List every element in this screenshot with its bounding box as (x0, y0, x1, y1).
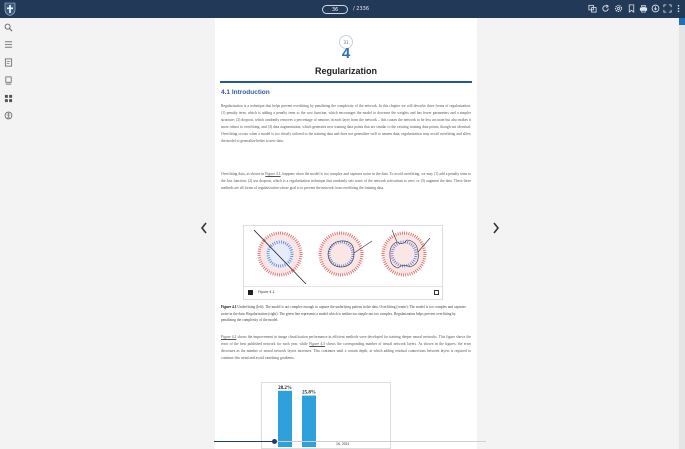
left-sidebar (0, 18, 18, 449)
bar-label-1: 28.2% (278, 385, 292, 391)
figure-4-2-link[interactable]: Figure 4.2 (221, 335, 237, 339)
paragraph-layers-text-2: shows the corresponding number of neural network layers. As shown in the figures, the error decreases as the number of neural network layers increases. This continues until a certain depth, at which adding residual connections between layers is required to continue this trend and avoid vanishing gradients. (221, 342, 471, 360)
figure-4-2-chart[interactable] (261, 382, 391, 449)
paragraph-layers-text: shows the improvement in image classification performance in efficient methods were developed for training deeper neural networks. This figure shows the error of the best published network for each year, while (221, 335, 471, 346)
reading-progress-fill (214, 441, 275, 442)
app-logo-icon[interactable] (4, 2, 16, 16)
chapter-title: Regularization (314, 66, 377, 76)
figure-4-1[interactable] (243, 225, 443, 300)
settings-icon[interactable] (614, 4, 623, 13)
refresh-icon[interactable] (601, 4, 610, 13)
caption-label: Figure 4.1 (221, 305, 237, 309)
search-icon[interactable] (4, 23, 13, 32)
download-icon[interactable] (651, 4, 660, 13)
fullscreen-icon[interactable] (663, 4, 672, 13)
right-edge-scrollbar[interactable] (679, 18, 685, 449)
paragraph-overfitting (221, 171, 471, 192)
paragraph-layers (221, 334, 471, 362)
figure-toolbar (244, 286, 442, 299)
figure-4-1-image (244, 226, 442, 288)
overfitting-panel (320, 233, 372, 275)
next-page-arrow-icon[interactable] (492, 222, 500, 234)
chart-annotation: 16, 2011 (336, 442, 350, 446)
reading-progress-handle[interactable] (272, 439, 277, 444)
page-number-input[interactable]: 36 (322, 5, 348, 14)
regularization-panel (383, 230, 430, 275)
paragraph-intro: Regularization is a technique that helps prevent overfitting by penalizing the complexity of the network. In this chapter we will describe three forms of regularization: (1) penalty term, which is adding a penalty term to the cost function, which encourages the model to decrease the weights and has fewer parameters and a simpler structure; (2) dropout, which randomly removes a percentage of neurons in each layer from the network – this causes the network to be less accurate but also makes it more robust to overfitting; and (3) data augmentation, which generates new training data points that are similar to the existing training data points, though not identical. Overfitting occurs when a model is too closely tailored to the training data and does not generalize well to unseen data; regularization may avoid overfitting and allow the model to generalize better to new data. (221, 104, 471, 143)
underfitting-panel (254, 230, 306, 284)
expand-figure-icon[interactable] (434, 290, 439, 295)
image-icon (248, 290, 253, 295)
caption-text: Underfitting (left): The model is not complex enough to capture the underlying pattern in the data. Overfitting (center): The model is too complex and captures noise in the data. Regularization (right): The green line represents a model which is neither too simple nor too complex. Regularization helps prevent overfitting by penalizing the complexity of the model. (221, 305, 466, 322)
paragraph-overfitting-text: Overfitting data, as shown in (221, 172, 266, 176)
notes-icon[interactable] (4, 58, 13, 67)
contents-icon[interactable] (4, 40, 13, 49)
chapter-divider (220, 81, 472, 83)
figure-4-3-link[interactable]: Figure 4.3 (309, 342, 325, 346)
more-icon[interactable] (674, 4, 683, 13)
grid-icon[interactable] (4, 94, 13, 103)
top-toolbar (0, 0, 685, 18)
bar-label-2: 25.8% (302, 390, 316, 396)
chapter-badge: 31 (339, 35, 353, 49)
paragraph-overfitting-text-2: , happens when the model is too complex and captures noise in the data. To avoid overfitting, we may (1) add a penalty term to the loss function; (2) use dropout, which is a regularization technique that randomly sets some of the network activations to zero; or (3) augment the data. These three methods are all forms of regularization whose goal is to prevent the network from overfitting the training data. (221, 172, 471, 190)
translate-icon[interactable] (588, 4, 597, 13)
highlight-icon[interactable] (4, 76, 13, 85)
figure-4-1-link[interactable]: Figure 4.1 (265, 172, 281, 176)
scroll-thumb[interactable] (679, 18, 685, 25)
error-rate-bar-chart (262, 383, 390, 448)
section-title: 4.1 Introduction (221, 89, 270, 96)
print-icon[interactable] (639, 4, 648, 13)
bar-1 (278, 391, 292, 447)
bookmark-icon[interactable] (627, 4, 636, 13)
figure-label: Figure 4.1 (258, 290, 275, 294)
previous-page-arrow-icon[interactable] (200, 222, 208, 234)
accessibility-icon[interactable] (4, 111, 13, 120)
bar-2 (302, 396, 316, 447)
chapter-number: 4 (341, 45, 351, 62)
book-page (215, 18, 477, 449)
page-total: / 2336 (353, 6, 369, 12)
figure-4-1-caption (221, 304, 471, 324)
